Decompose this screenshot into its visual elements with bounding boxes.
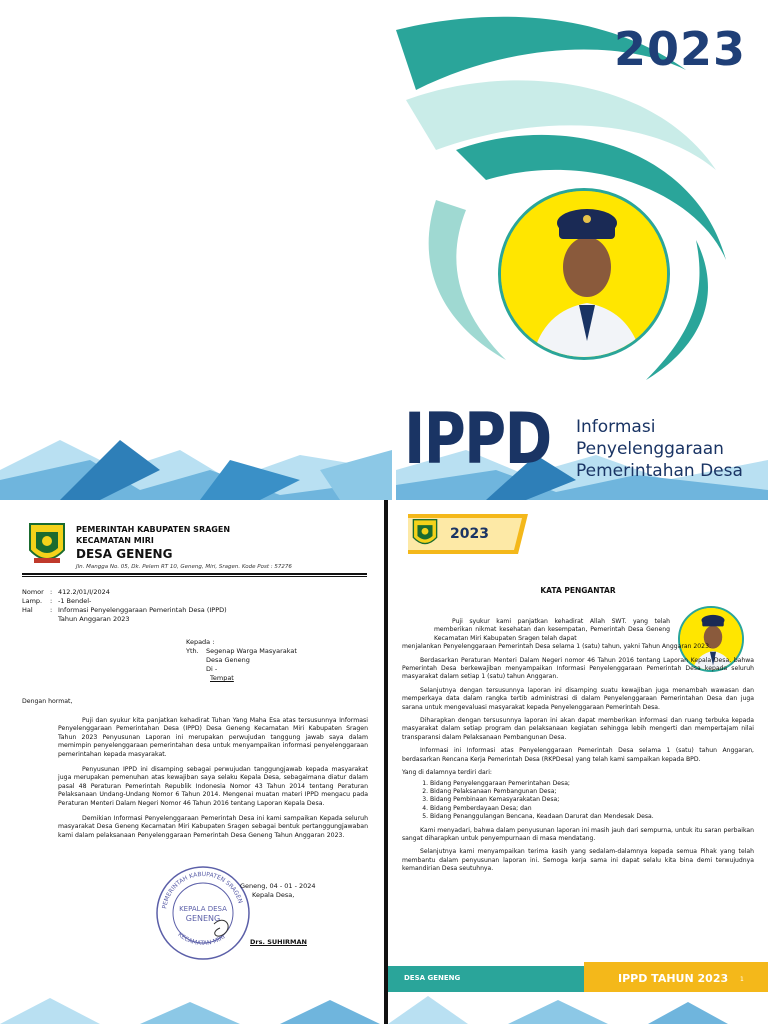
foreword-paragraph: Selanjutnya dengan tersusunnya laporan ini disamping suatu kewajiban juga menambah wawasan dan memperkaya data dalam rangka tertib administrasi di dalam Penyelenggaraan Pemerintahan Desa dan juga sarana untuk mengevaluasi masyarakat kepada Penyelenggaraan Pemerintah Desa. (402, 686, 754, 711)
cover-subtitle-line: Pemerintahan Desa (576, 461, 743, 481)
recipient-line1: Segenap Warga Masyarakat (206, 647, 297, 655)
header-year: 2023 (450, 526, 489, 542)
portrait-illustration (501, 191, 670, 360)
foreword-paragraph: Informasi ini Informasi atas Penyelenggaraan Pemerintah Desa selama 1 (satu) tahun Anggaran, berdasarkan Rencana Kerja Pemerintah Desa (RKPDesa) yang telah kami sampaikan kepada BPD. (402, 747, 754, 763)
meta-row: Nomor : 412.2/01/I/2024 (22, 588, 110, 596)
foreword-paragraph: Kami menyadari, bahwa dalam penyusunan laporan ini masih jauh dari sempurna, untuk itu saran perbaikan sangat diharapkan untuk penyempurnaan di masa mendatang. (402, 826, 754, 842)
foreword-paragraph: menjalankan Penyelenggaraan Pemerintah Desa selama 1 (satu) tahun, yakni Tahun Anggaran 2023. (402, 643, 711, 651)
letterhead-line1: PEMERINTAH KABUPATEN SRAGEN (76, 525, 231, 534)
letterhead-line3: DESA GENENG (76, 547, 173, 561)
meta-key (22, 615, 50, 624)
foreword-paragraph: Puji syukur kami panjatkan kehadirat Allah SWT. yang telah memberikan nikmat kesehatan dan kesempatan, Pemerintah Desa Geneng Kecamatan Miri Kabupaten Sragen telah dapat (434, 618, 670, 642)
recipient-di: Di - (206, 665, 218, 673)
signer-position: Kepala Desa, (252, 891, 295, 899)
letter-greeting: Dengan hormat, (22, 698, 73, 705)
list-item: 5. Bidang Penanggulangan Bencana, Keadaan Darurat dan Mendesak Desa. (430, 813, 754, 821)
cover-subtitle-line: Penyelenggaraan (576, 439, 724, 459)
place-date: Geneng, 04 - 01 - 2024 (240, 882, 316, 890)
recipient-block (186, 638, 297, 683)
letter-paragraph: Demikian Informasi Penyelenggaraan Pemerintah Desa ini kami sampaikan Kepada seluruh masyarakat Desa Geneng Kecamatan Miri Kabupaten Sragen sebagai bentuk pertanggungjawaban kami dalam pelaksanaan Penyelenggaraan Pemerintah Desa Geneng Tahun Anggaran 2023. (58, 814, 368, 839)
meta-row: Lamp. : -1 Bendel- (22, 597, 92, 605)
cover-subtitle-line: Informasi (576, 417, 656, 437)
foreword-heading: KATA PENGANTAR (540, 586, 616, 595)
cover-title: IPPD (404, 398, 551, 480)
foreword-paragraph: Diharapkan dengan tersusunnya laporan ini akan dapat memberikan informasi dan ruang terbuka kepada masyarakat dalam setiap program dan pelaksanaan kegiatan sehingga lebih mengerti dan mempertajam nilai transparansi dalam Pelaksanaan Pembangunan Desa. (402, 717, 754, 741)
list-item: 3. Bidang Pembinaan Kemasyarakatan Desa; (430, 796, 754, 804)
letter-meta (22, 588, 227, 624)
footer-village: DESA GENENG (404, 974, 461, 982)
back-cover-panel (0, 0, 392, 500)
meta-key: Nomor (22, 588, 44, 596)
list-item: 1. Bidang Penyelenggaraan Pemerintahan Desa; (430, 780, 754, 788)
cover-year: 2023 (613, 22, 746, 76)
recipient-line2: Desa Geneng (206, 656, 250, 664)
front-cover-panel (396, 0, 768, 500)
meta-value: Tahun Anggaran 2023 (58, 615, 130, 623)
letter-paragraph: Puji dan syukur kita panjatkan kehadirat Tuhan Yang Maha Esa atas tersusunnya Informasi Penyelenggaraan Pemerintahan Desa (IPPD) Desa Geneng Kecamatan Miri Kabupaten Sragen Tahun 2023 Penyusunan Laporan ini merupakan perwujudan tanggung jawab saya dalam memimpin penyelenggaraan pemerintahan desa untuk menyampaikan informasi penyelenggaraan pemerintahan kepada masyarakat. (58, 716, 368, 758)
meta-row: Hal : Informasi Penyelenggaraan Pemerintah Desa (IPPD) (22, 606, 227, 614)
meta-key: Hal (22, 606, 33, 614)
letter-page (0, 502, 384, 1024)
letterhead-rule (22, 573, 367, 575)
back-cover-decoration (0, 0, 392, 500)
recipient-yth: Yth. (186, 647, 199, 655)
meta-value: 412.2/01/I/2024 (58, 588, 110, 596)
letter-body (22, 698, 368, 846)
letter-paragraph: Penyusunan IPPD ini disamping sebagai perwujudan tanggungjawab kepada masyarakat juga merupakan pemenuhan atas kewajiban saya selaku Kepala Desa, sebagaimana diatur dalam pasal 48 Peraturan Pemerintah Republik Indonesia Nomor 43 Tahun 2014 tentang Peraturan Pelaksanaan Undang-Undang Nomor 6 Tahun 2014. Mengenai muatan materi IPPD mengacu pada Peraturan Menteri Dalam Negeri Nomor 46 Tahun 2016 tentang Laporan Kepala Desa. (58, 765, 368, 807)
foreword-body (402, 618, 754, 879)
letterhead-line2: KECAMATAN MIRI (76, 536, 154, 545)
meta-row (22, 615, 227, 624)
footer-triangles (388, 996, 768, 1024)
stamp-role: KEPALA DESA (179, 905, 227, 913)
foreword-paragraph: Selanjutnya kami menyampaikan terima kasih yang sedalam-dalamnya kepada semua Pihak yang telah membantu dalam penyusunan laporan ini. Semoga kerja sama ini dapat selalu kita bina demi terwujudnya kemandirian Desa seutuhnya. (402, 848, 754, 873)
letterhead-address: Jln. Mangga No. 05, Dk. Pelem RT 10, Geneng, Miri, Sragen. Kode Post : 57276 (76, 564, 292, 570)
foreword-list (420, 780, 754, 822)
village-head-photo (498, 188, 670, 360)
list-item: 2. Bidang Pelaksanaan Pembangunan Desa; (430, 788, 754, 796)
letterhead (76, 524, 230, 562)
foreword-paragraph: Berdasarkan Peraturan Menteri Dalam Negeri nomor 46 Tahun 2016 tentang Laporan Kepala Desa, bahwa Pemerintah Desa berkewajiban menyampaikan Informasi Penyelenggaraan Pemerintah Desa kepada seluruh masyarakat dalam setiap 1 (satu) tahun Anggaran. (402, 656, 754, 681)
signer-name: Drs. SUHIRMAN (250, 938, 307, 946)
regency-logo (28, 522, 66, 568)
stamp-arc-top: PEMERINTAH KABUPATEN SRAGEN (161, 870, 244, 910)
letterhead-rule-thin (22, 576, 367, 577)
recipient-kepada: Kepada : (186, 638, 215, 646)
cover-subtitle (576, 416, 743, 482)
signature-block (240, 882, 316, 900)
stamp-village: GENENG (185, 914, 221, 923)
page-number: 1 (740, 976, 744, 983)
foreword-page (388, 502, 768, 1024)
stamp-arc-bottom: KECAMATAN MIRI (176, 931, 227, 948)
letter-footer-triangles (0, 996, 384, 1024)
meta-value: -1 Bendel- (58, 597, 92, 605)
list-item: 4. Bidang Pemberdayaan Desa; dan (430, 805, 754, 813)
meta-key: Lamp. (22, 597, 43, 605)
foreword-list-intro: Yang di dalamnya terdiri dari: (402, 769, 492, 777)
official-stamp (154, 864, 252, 962)
header-logo (412, 518, 438, 550)
recipient-tempat: Tempat (210, 674, 234, 682)
footer-title: IPPD TAHUN 2023 (618, 972, 729, 985)
meta-value: Informasi Penyelenggaraan Pemerintah Desa (IPPD) (58, 606, 227, 614)
